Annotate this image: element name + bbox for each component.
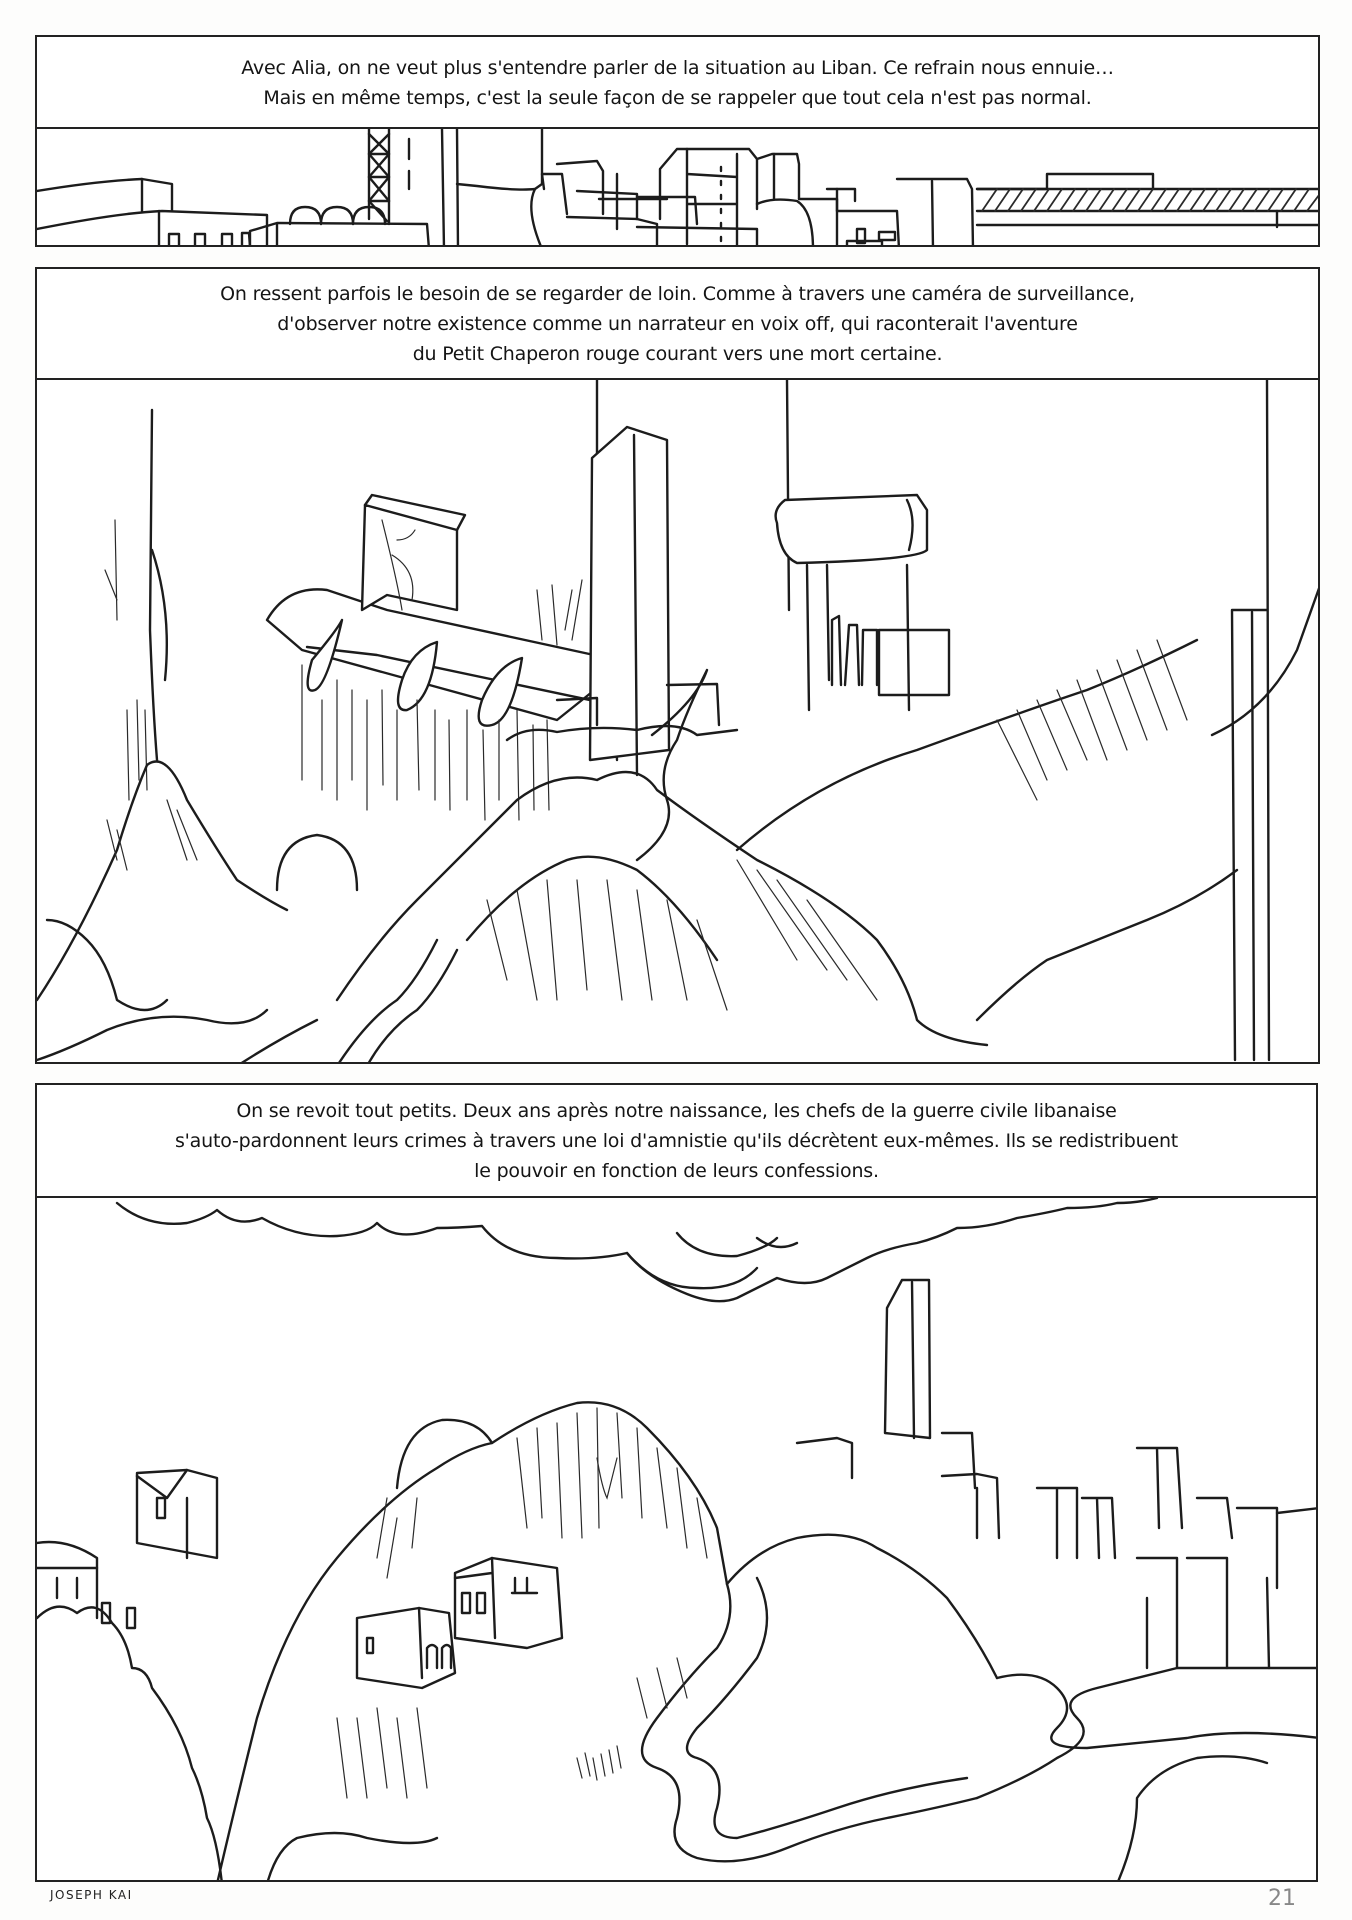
- panel-2-caption: [35, 267, 1320, 380]
- panel-2-ruins-illustration: [35, 378, 1320, 1064]
- caption-line: On ressent parfois le besoin de se regarder de loin. Comme à travers une caméra de surveillance,: [220, 282, 1135, 305]
- skyline-drawing: [37, 129, 1320, 247]
- caption-line: Mais en même temps, c'est la seule façon de se rappeler que tout cela n'est pas normal.: [263, 86, 1092, 109]
- panel-1-skyline-illustration: [35, 127, 1320, 247]
- caption-line: On se revoit tout petits. Deux ans après notre naissance, les chefs de la guerre civile libanaise: [236, 1099, 1117, 1122]
- panel-3-hillside-illustration: [35, 1196, 1318, 1882]
- page-number: 21: [1268, 1886, 1296, 1911]
- hillside-drawing: [37, 1198, 1318, 1882]
- caption-line: du Petit Chaperon rouge courant vers une mort certaine.: [412, 342, 943, 365]
- panel-1-caption: [35, 35, 1320, 130]
- ruins-drawing: [37, 380, 1320, 1064]
- caption-line: d'observer notre existence comme un narrateur en voix off, qui raconterait l'aventure: [277, 312, 1078, 335]
- caption-line: Avec Alia, on ne veut plus s'entendre parler de la situation au Liban. Ce refrain nous ennuie…: [241, 56, 1114, 79]
- author-signature: JOSEPH KAI: [50, 1888, 133, 1902]
- panel-3-caption: [35, 1083, 1318, 1198]
- caption-line: le pouvoir en fonction de leurs confessions.: [474, 1159, 879, 1182]
- caption-line: s'auto-pardonnent leurs crimes à travers une loi d'amnistie qu'ils décrètent eux-mêmes. Ils se redistribuent: [174, 1129, 1179, 1152]
